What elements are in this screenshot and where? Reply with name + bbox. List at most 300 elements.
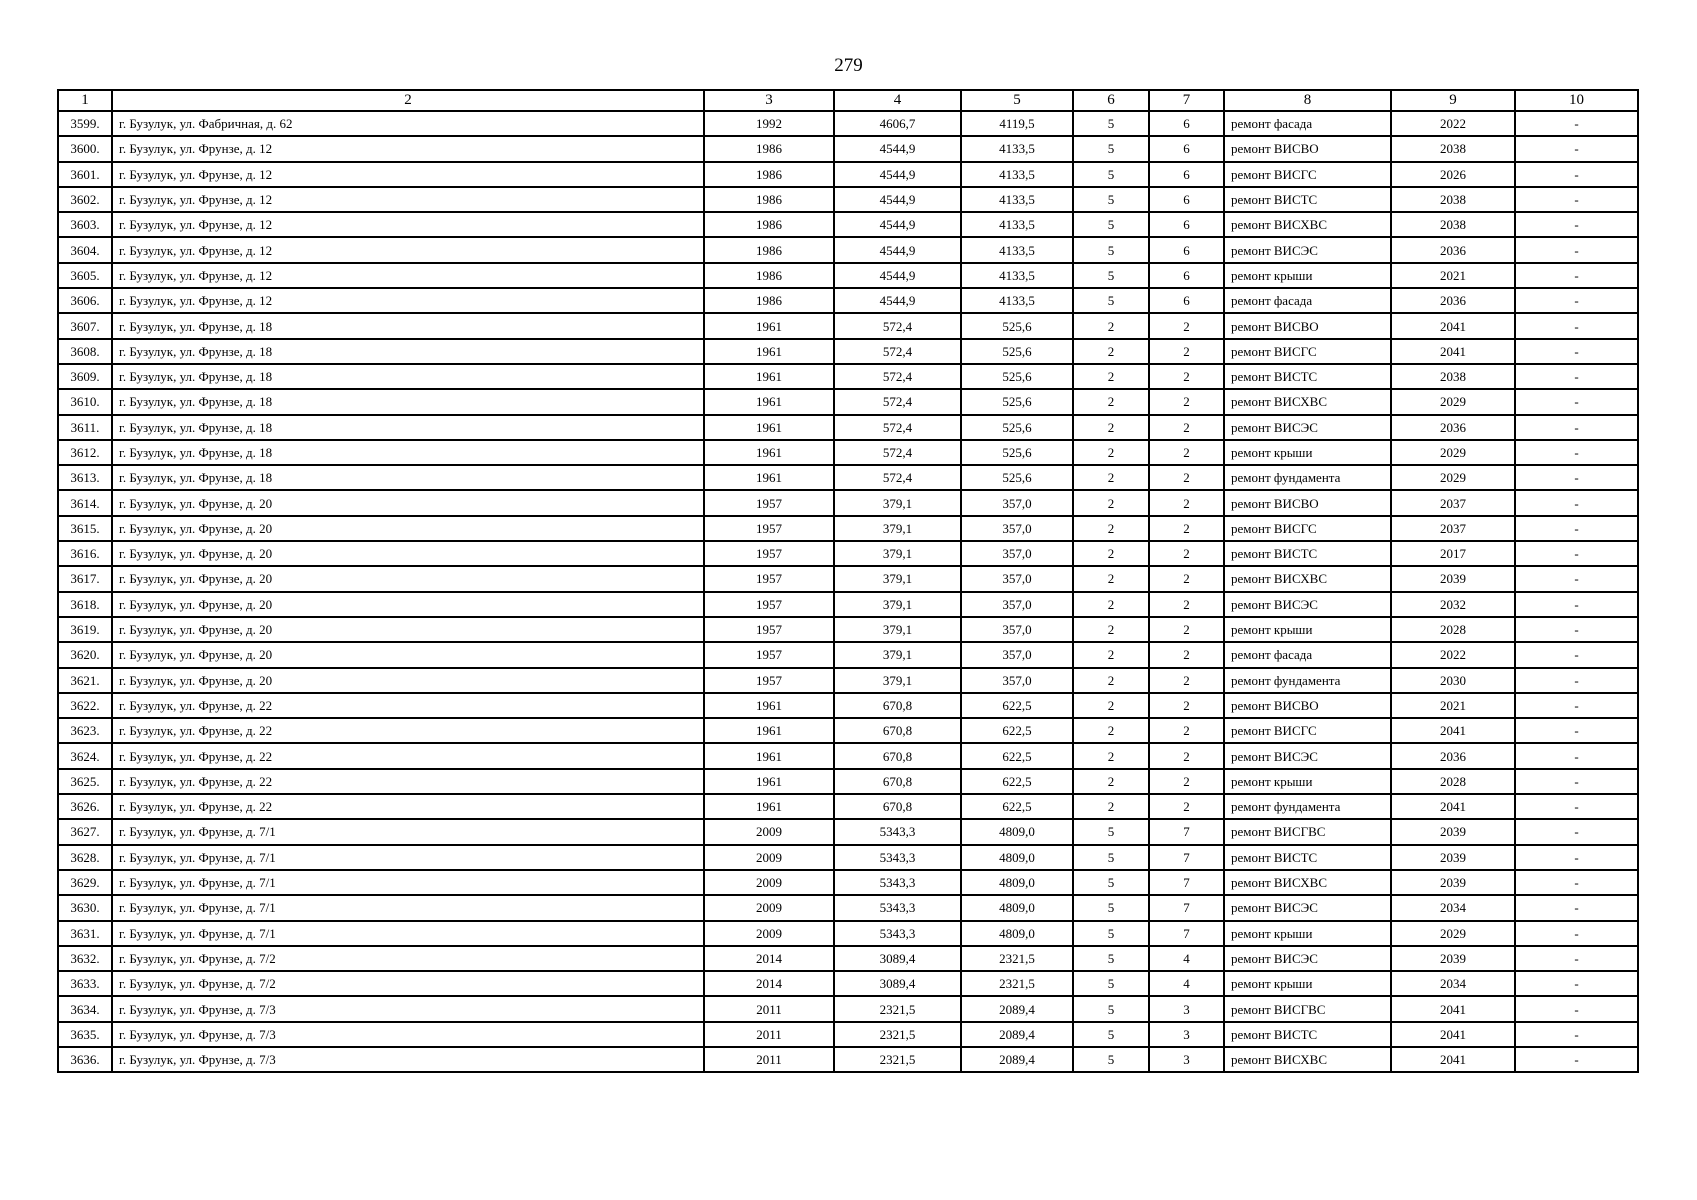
entrances-cell: 2 [1149, 718, 1224, 743]
note-cell: - [1515, 592, 1638, 617]
floors-cell: 2 [1073, 490, 1149, 515]
table-row [58, 465, 1638, 490]
entrances-cell: 2 [1149, 693, 1224, 718]
table-row [58, 996, 1638, 1021]
planned-year-cell: 2036 [1391, 743, 1515, 768]
year-built-cell: 1961 [704, 339, 834, 364]
note-cell: - [1515, 819, 1638, 844]
planned-year-cell: 2036 [1391, 237, 1515, 262]
column-header: 9 [1391, 90, 1515, 111]
entrances-cell: 2 [1149, 794, 1224, 819]
column-header: 5 [961, 90, 1073, 111]
living-area-cell: 2089,4 [961, 1022, 1073, 1047]
entrances-cell: 2 [1149, 516, 1224, 541]
row-number-cell: 3606. [58, 288, 112, 313]
living-area-cell: 525,6 [961, 339, 1073, 364]
planned-year-cell: 2022 [1391, 642, 1515, 667]
total-area-cell: 3089,4 [834, 971, 961, 996]
year-built-cell: 1986 [704, 263, 834, 288]
year-built-cell: 1957 [704, 516, 834, 541]
total-area-cell: 4544,9 [834, 162, 961, 187]
total-area-cell: 4544,9 [834, 212, 961, 237]
row-number-cell: 3600. [58, 136, 112, 161]
planned-year-cell: 2041 [1391, 794, 1515, 819]
entrances-cell: 2 [1149, 313, 1224, 338]
address-cell: г. Бузулук, ул. Фрунзе, д. 7/2 [112, 946, 704, 971]
year-built-cell: 1961 [704, 769, 834, 794]
row-number-cell: 3627. [58, 819, 112, 844]
entrances-cell: 3 [1149, 1022, 1224, 1047]
repair-type-cell: ремонт ВИСТС [1224, 541, 1391, 566]
total-area-cell: 4544,9 [834, 237, 961, 262]
row-number-cell: 3613. [58, 465, 112, 490]
note-cell: - [1515, 693, 1638, 718]
table-row [58, 971, 1638, 996]
entrances-cell: 6 [1149, 187, 1224, 212]
table-row [58, 339, 1638, 364]
entrances-cell: 2 [1149, 364, 1224, 389]
year-built-cell: 2009 [704, 819, 834, 844]
year-built-cell: 1961 [704, 743, 834, 768]
table-row [58, 592, 1638, 617]
row-number-cell: 3601. [58, 162, 112, 187]
planned-year-cell: 2041 [1391, 1047, 1515, 1072]
entrances-cell: 7 [1149, 819, 1224, 844]
year-built-cell: 1961 [704, 415, 834, 440]
address-cell: г. Бузулук, ул. Фрунзе, д. 18 [112, 364, 704, 389]
year-built-cell: 1986 [704, 212, 834, 237]
repair-type-cell: ремонт крыши [1224, 617, 1391, 642]
planned-year-cell: 2039 [1391, 819, 1515, 844]
entrances-cell: 2 [1149, 541, 1224, 566]
repair-type-cell: ремонт ВИСГС [1224, 162, 1391, 187]
row-number-cell: 3635. [58, 1022, 112, 1047]
note-cell: - [1515, 921, 1638, 946]
living-area-cell: 357,0 [961, 490, 1073, 515]
table-row [58, 212, 1638, 237]
column-header: 6 [1073, 90, 1149, 111]
address-cell: г. Бузулук, ул. Фрунзе, д. 7/2 [112, 971, 704, 996]
planned-year-cell: 2029 [1391, 465, 1515, 490]
total-area-cell: 670,8 [834, 693, 961, 718]
entrances-cell: 6 [1149, 237, 1224, 262]
planned-year-cell: 2022 [1391, 111, 1515, 136]
year-built-cell: 2011 [704, 1022, 834, 1047]
note-cell: - [1515, 516, 1638, 541]
planned-year-cell: 2038 [1391, 364, 1515, 389]
header-row [58, 90, 1638, 111]
row-number-cell: 3633. [58, 971, 112, 996]
entrances-cell: 2 [1149, 339, 1224, 364]
table-row [58, 617, 1638, 642]
planned-year-cell: 2041 [1391, 996, 1515, 1021]
living-area-cell: 622,5 [961, 769, 1073, 794]
year-built-cell: 1986 [704, 237, 834, 262]
floors-cell: 2 [1073, 718, 1149, 743]
floors-cell: 5 [1073, 971, 1149, 996]
entrances-cell: 7 [1149, 895, 1224, 920]
total-area-cell: 4606,7 [834, 111, 961, 136]
year-built-cell: 1957 [704, 642, 834, 667]
floors-cell: 2 [1073, 769, 1149, 794]
year-built-cell: 1957 [704, 668, 834, 693]
note-cell: - [1515, 718, 1638, 743]
living-area-cell: 4133,5 [961, 187, 1073, 212]
table-row [58, 415, 1638, 440]
repair-type-cell: ремонт крыши [1224, 263, 1391, 288]
planned-year-cell: 2041 [1391, 718, 1515, 743]
planned-year-cell: 2036 [1391, 415, 1515, 440]
table-row [58, 263, 1638, 288]
row-number-cell: 3610. [58, 389, 112, 414]
entrances-cell: 2 [1149, 642, 1224, 667]
row-number-cell: 3617. [58, 566, 112, 591]
floors-cell: 2 [1073, 566, 1149, 591]
total-area-cell: 670,8 [834, 718, 961, 743]
note-cell: - [1515, 769, 1638, 794]
total-area-cell: 5343,3 [834, 921, 961, 946]
floors-cell: 5 [1073, 136, 1149, 161]
floors-cell: 5 [1073, 946, 1149, 971]
living-area-cell: 622,5 [961, 718, 1073, 743]
page-number: 279 [834, 55, 863, 76]
row-number-cell: 3636. [58, 1047, 112, 1072]
row-number-cell: 3628. [58, 845, 112, 870]
table-row [58, 162, 1638, 187]
table-row [58, 440, 1638, 465]
address-cell: г. Бузулук, ул. Фрунзе, д. 22 [112, 743, 704, 768]
living-area-cell: 357,0 [961, 668, 1073, 693]
living-area-cell: 357,0 [961, 566, 1073, 591]
repair-type-cell: ремонт фундамента [1224, 668, 1391, 693]
row-number-cell: 3611. [58, 415, 112, 440]
total-area-cell: 4544,9 [834, 288, 961, 313]
note-cell: - [1515, 364, 1638, 389]
living-area-cell: 4809,0 [961, 895, 1073, 920]
living-area-cell: 4133,5 [961, 212, 1073, 237]
planned-year-cell: 2037 [1391, 490, 1515, 515]
entrances-cell: 6 [1149, 263, 1224, 288]
year-built-cell: 1986 [704, 162, 834, 187]
entrances-cell: 6 [1149, 288, 1224, 313]
table-row [58, 237, 1638, 262]
year-built-cell: 1986 [704, 187, 834, 212]
year-built-cell: 1957 [704, 490, 834, 515]
year-built-cell: 1957 [704, 566, 834, 591]
address-cell: г. Бузулук, ул. Фрунзе, д. 7/3 [112, 1047, 704, 1072]
note-cell: - [1515, 1047, 1638, 1072]
table-row [58, 516, 1638, 541]
total-area-cell: 3089,4 [834, 946, 961, 971]
year-built-cell: 1961 [704, 465, 834, 490]
note-cell: - [1515, 895, 1638, 920]
address-cell: г. Бузулук, ул. Фрунзе, д. 7/1 [112, 819, 704, 844]
living-area-cell: 2089,4 [961, 1047, 1073, 1072]
table-row [58, 111, 1638, 136]
repair-type-cell: ремонт ВИСВО [1224, 693, 1391, 718]
note-cell: - [1515, 136, 1638, 161]
living-area-cell: 2321,5 [961, 971, 1073, 996]
row-number-cell: 3623. [58, 718, 112, 743]
floors-cell: 2 [1073, 693, 1149, 718]
total-area-cell: 572,4 [834, 389, 961, 414]
repair-type-cell: ремонт ВИСЭС [1224, 592, 1391, 617]
total-area-cell: 670,8 [834, 769, 961, 794]
year-built-cell: 1986 [704, 288, 834, 313]
table-row [58, 541, 1638, 566]
table-row [58, 693, 1638, 718]
address-cell: г. Бузулук, ул. Фрунзе, д. 12 [112, 136, 704, 161]
row-number-cell: 3631. [58, 921, 112, 946]
living-area-cell: 4809,0 [961, 921, 1073, 946]
planned-year-cell: 2036 [1391, 288, 1515, 313]
planned-year-cell: 2041 [1391, 313, 1515, 338]
note-cell: - [1515, 794, 1638, 819]
column-header: 2 [112, 90, 704, 111]
address-cell: г. Бузулук, ул. Фрунзе, д. 12 [112, 212, 704, 237]
repair-type-cell: ремонт ВИСХВС [1224, 1047, 1391, 1072]
address-cell: г. Бузулук, ул. Фрунзе, д. 7/1 [112, 895, 704, 920]
total-area-cell: 4544,9 [834, 136, 961, 161]
table-row [58, 364, 1638, 389]
repair-type-cell: ремонт ВИСЭС [1224, 415, 1391, 440]
floors-cell: 2 [1073, 415, 1149, 440]
year-built-cell: 2014 [704, 946, 834, 971]
planned-year-cell: 2026 [1391, 162, 1515, 187]
floors-cell: 2 [1073, 465, 1149, 490]
row-number-cell: 3616. [58, 541, 112, 566]
row-number-cell: 3629. [58, 870, 112, 895]
entrances-cell: 2 [1149, 668, 1224, 693]
repair-type-cell: ремонт ВИСХВС [1224, 870, 1391, 895]
living-area-cell: 4133,5 [961, 136, 1073, 161]
note-cell: - [1515, 212, 1638, 237]
floors-cell: 2 [1073, 592, 1149, 617]
note-cell: - [1515, 642, 1638, 667]
planned-year-cell: 2041 [1391, 1022, 1515, 1047]
floors-cell: 5 [1073, 263, 1149, 288]
total-area-cell: 5343,3 [834, 895, 961, 920]
floors-cell: 5 [1073, 111, 1149, 136]
living-area-cell: 525,6 [961, 440, 1073, 465]
floors-cell: 5 [1073, 212, 1149, 237]
address-cell: г. Бузулук, ул. Фрунзе, д. 12 [112, 162, 704, 187]
floors-cell: 5 [1073, 162, 1149, 187]
note-cell: - [1515, 111, 1638, 136]
repair-type-cell: ремонт ВИСЭС [1224, 895, 1391, 920]
table-row [58, 794, 1638, 819]
floors-cell: 2 [1073, 617, 1149, 642]
note-cell: - [1515, 162, 1638, 187]
entrances-cell: 2 [1149, 465, 1224, 490]
total-area-cell: 5343,3 [834, 819, 961, 844]
planned-year-cell: 2034 [1391, 971, 1515, 996]
note-cell: - [1515, 415, 1638, 440]
living-area-cell: 4809,0 [961, 819, 1073, 844]
repair-type-cell: ремонт ВИСГС [1224, 718, 1391, 743]
living-area-cell: 2321,5 [961, 946, 1073, 971]
living-area-cell: 525,6 [961, 415, 1073, 440]
address-cell: г. Бузулук, ул. Фрунзе, д. 22 [112, 769, 704, 794]
row-number-cell: 3608. [58, 339, 112, 364]
entrances-cell: 2 [1149, 389, 1224, 414]
repair-type-cell: ремонт фундамента [1224, 794, 1391, 819]
living-area-cell: 622,5 [961, 794, 1073, 819]
row-number-cell: 3599. [58, 111, 112, 136]
planned-year-cell: 2039 [1391, 845, 1515, 870]
total-area-cell: 572,4 [834, 339, 961, 364]
row-number-cell: 3604. [58, 237, 112, 262]
note-cell: - [1515, 187, 1638, 212]
table-row [58, 895, 1638, 920]
planned-year-cell: 2039 [1391, 870, 1515, 895]
repair-type-cell: ремонт ВИСВО [1224, 490, 1391, 515]
total-area-cell: 379,1 [834, 490, 961, 515]
total-area-cell: 572,4 [834, 364, 961, 389]
address-cell: г. Бузулук, ул. Фабричная, д. 62 [112, 111, 704, 136]
address-cell: г. Бузулук, ул. Фрунзе, д. 7/3 [112, 996, 704, 1021]
note-cell: - [1515, 668, 1638, 693]
planned-year-cell: 2028 [1391, 769, 1515, 794]
repair-type-cell: ремонт ВИСХВС [1224, 566, 1391, 591]
floors-cell: 5 [1073, 895, 1149, 920]
row-number-cell: 3622. [58, 693, 112, 718]
living-area-cell: 4133,5 [961, 288, 1073, 313]
column-header: 1 [58, 90, 112, 111]
note-cell: - [1515, 845, 1638, 870]
total-area-cell: 379,1 [834, 541, 961, 566]
total-area-cell: 572,4 [834, 415, 961, 440]
address-cell: г. Бузулук, ул. Фрунзе, д. 12 [112, 263, 704, 288]
address-cell: г. Бузулук, ул. Фрунзе, д. 18 [112, 389, 704, 414]
address-cell: г. Бузулук, ул. Фрунзе, д. 12 [112, 187, 704, 212]
address-cell: г. Бузулук, ул. Фрунзе, д. 20 [112, 642, 704, 667]
entrances-cell: 7 [1149, 921, 1224, 946]
year-built-cell: 1957 [704, 541, 834, 566]
note-cell: - [1515, 566, 1638, 591]
floors-cell: 2 [1073, 743, 1149, 768]
row-number-cell: 3607. [58, 313, 112, 338]
living-area-cell: 357,0 [961, 516, 1073, 541]
total-area-cell: 4544,9 [834, 187, 961, 212]
living-area-cell: 622,5 [961, 743, 1073, 768]
year-built-cell: 1957 [704, 617, 834, 642]
table-body [58, 111, 1638, 1072]
note-cell: - [1515, 996, 1638, 1021]
note-cell: - [1515, 237, 1638, 262]
repair-type-cell: ремонт фасада [1224, 642, 1391, 667]
total-area-cell: 5343,3 [834, 870, 961, 895]
living-area-cell: 357,0 [961, 642, 1073, 667]
row-number-cell: 3612. [58, 440, 112, 465]
repair-type-cell: ремонт ВИСТС [1224, 1022, 1391, 1047]
living-area-cell: 4809,0 [961, 870, 1073, 895]
planned-year-cell: 2037 [1391, 516, 1515, 541]
row-number-cell: 3626. [58, 794, 112, 819]
note-cell: - [1515, 288, 1638, 313]
living-area-cell: 525,6 [961, 313, 1073, 338]
floors-cell: 2 [1073, 364, 1149, 389]
note-cell: - [1515, 971, 1638, 996]
planned-year-cell: 2038 [1391, 136, 1515, 161]
repair-schedule-table [57, 89, 1639, 1073]
note-cell: - [1515, 313, 1638, 338]
living-area-cell: 4133,5 [961, 162, 1073, 187]
floors-cell: 5 [1073, 1047, 1149, 1072]
note-cell: - [1515, 440, 1638, 465]
total-area-cell: 379,1 [834, 668, 961, 693]
entrances-cell: 2 [1149, 440, 1224, 465]
repair-type-cell: ремонт ВИСЭС [1224, 946, 1391, 971]
year-built-cell: 2009 [704, 845, 834, 870]
address-cell: г. Бузулук, ул. Фрунзе, д. 12 [112, 237, 704, 262]
planned-year-cell: 2034 [1391, 895, 1515, 920]
repair-type-cell: ремонт ВИСТС [1224, 845, 1391, 870]
entrances-cell: 3 [1149, 1047, 1224, 1072]
note-cell: - [1515, 389, 1638, 414]
entrances-cell: 6 [1149, 162, 1224, 187]
living-area-cell: 4809,0 [961, 845, 1073, 870]
repair-type-cell: ремонт крыши [1224, 921, 1391, 946]
address-cell: г. Бузулук, ул. Фрунзе, д. 18 [112, 339, 704, 364]
address-cell: г. Бузулук, ул. Фрунзе, д. 12 [112, 288, 704, 313]
floors-cell: 2 [1073, 339, 1149, 364]
living-area-cell: 4133,5 [961, 237, 1073, 262]
row-number-cell: 3630. [58, 895, 112, 920]
repair-type-cell: ремонт ВИСХВС [1224, 389, 1391, 414]
floors-cell: 5 [1073, 996, 1149, 1021]
address-cell: г. Бузулук, ул. Фрунзе, д. 20 [112, 516, 704, 541]
year-built-cell: 1986 [704, 136, 834, 161]
year-built-cell: 1961 [704, 440, 834, 465]
living-area-cell: 357,0 [961, 592, 1073, 617]
entrances-cell: 6 [1149, 212, 1224, 237]
table-row [58, 870, 1638, 895]
table-row [58, 845, 1638, 870]
table-row [58, 743, 1638, 768]
repair-type-cell: ремонт ВИСГС [1224, 339, 1391, 364]
repair-type-cell: ремонт ВИСХВС [1224, 212, 1391, 237]
floors-cell: 2 [1073, 313, 1149, 338]
entrances-cell: 2 [1149, 617, 1224, 642]
address-cell: г. Бузулук, ул. Фрунзе, д. 20 [112, 668, 704, 693]
repair-type-cell: ремонт крыши [1224, 769, 1391, 794]
living-area-cell: 525,6 [961, 389, 1073, 414]
table-row [58, 769, 1638, 794]
year-built-cell: 2011 [704, 996, 834, 1021]
row-number-cell: 3602. [58, 187, 112, 212]
table-row [58, 819, 1638, 844]
planned-year-cell: 2039 [1391, 566, 1515, 591]
repair-type-cell: ремонт ВИСВО [1224, 313, 1391, 338]
row-number-cell: 3632. [58, 946, 112, 971]
total-area-cell: 379,1 [834, 617, 961, 642]
row-number-cell: 3605. [58, 263, 112, 288]
entrances-cell: 6 [1149, 111, 1224, 136]
column-header: 4 [834, 90, 961, 111]
floors-cell: 2 [1073, 794, 1149, 819]
table-row [58, 490, 1638, 515]
row-number-cell: 3603. [58, 212, 112, 237]
year-built-cell: 2009 [704, 921, 834, 946]
entrances-cell: 4 [1149, 946, 1224, 971]
planned-year-cell: 2028 [1391, 617, 1515, 642]
total-area-cell: 2321,5 [834, 996, 961, 1021]
row-number-cell: 3619. [58, 617, 112, 642]
floors-cell: 5 [1073, 237, 1149, 262]
note-cell: - [1515, 946, 1638, 971]
row-number-cell: 3615. [58, 516, 112, 541]
